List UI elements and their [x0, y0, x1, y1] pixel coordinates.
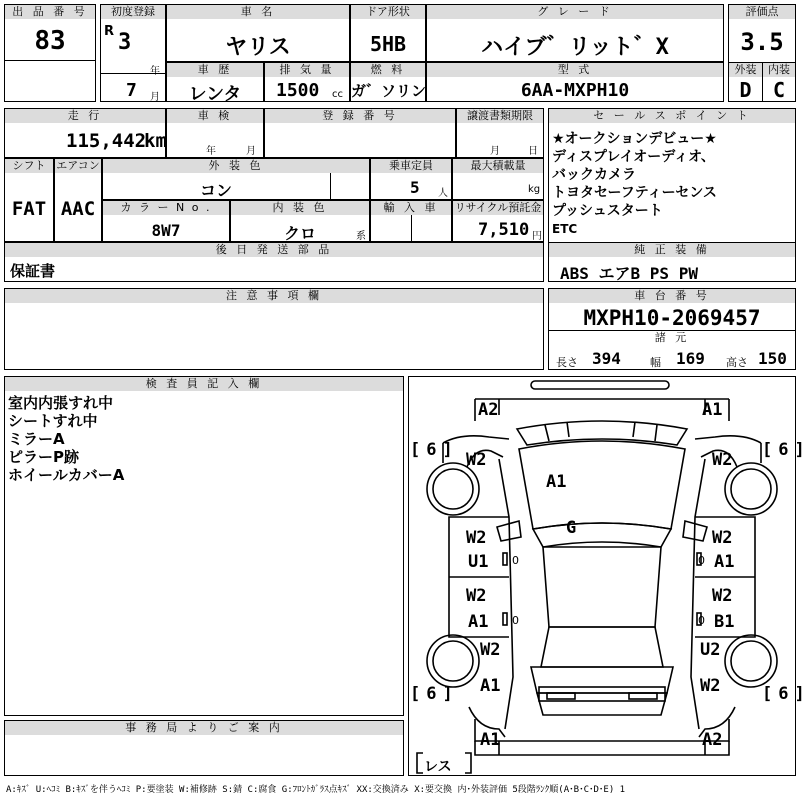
car-outline-icon: [409, 377, 795, 775]
ext-color-label: 外 装 色: [103, 159, 369, 173]
ac: AAC: [60, 198, 96, 220]
damage-fender-fl: W2: [466, 450, 487, 470]
damage-rear-left: A1: [480, 730, 501, 750]
cc-unit: cc: [332, 89, 343, 100]
damage-door-fl: W2: [466, 528, 487, 548]
damage-fender-rr: U2: [700, 640, 721, 660]
chassis-label: 車 台 番 号: [549, 289, 795, 303]
lot-number: 83: [34, 26, 66, 56]
model: 6AA-MXPH10: [520, 80, 630, 101]
door-type: 5HB: [369, 32, 407, 56]
history: レンタ: [188, 84, 242, 105]
regno-label: 登 録 番 号: [265, 109, 455, 123]
tire-depth: 6: [426, 440, 437, 460]
fuel: ガ゛ソリン: [351, 82, 427, 100]
int-label: 内装: [763, 63, 795, 77]
ext-grade: D: [739, 78, 752, 102]
inspector-note: ミラーA: [8, 430, 65, 448]
divider: [100, 73, 166, 74]
damage-door-rr: B1: [714, 612, 735, 632]
car-name: ヤリス: [225, 35, 291, 60]
shift: FAT: [11, 198, 47, 220]
damage-front-right: A1: [702, 400, 723, 420]
handle-mark: 0: [698, 554, 705, 567]
capacity-unit: 人: [438, 188, 448, 199]
fuel-label: 燃 料: [351, 63, 425, 77]
genuine-label: 純 正 装 備: [549, 243, 795, 257]
damage-fender-rl: W2: [480, 640, 501, 660]
transfer-day-unit: 日: [528, 146, 538, 157]
width-label: 幅: [650, 356, 661, 369]
import-label: 輸 入 車: [371, 201, 451, 215]
score: 3.5: [740, 28, 784, 56]
inspector-note: シートすれ中: [8, 412, 98, 430]
year-unit: 年: [150, 66, 160, 77]
displacement-label: 排 気 量: [265, 63, 349, 77]
ext-color: コン: [199, 181, 232, 200]
month-unit: 月: [150, 92, 160, 103]
selling-point: バックカメラ: [552, 167, 636, 183]
inspector-note: ホイールカバーA: [8, 466, 125, 484]
load-unit: kg: [528, 184, 541, 195]
spare-tire: レス: [424, 759, 452, 775]
int-color-unit: 系: [356, 231, 366, 242]
damage-door-rl: A1: [468, 612, 489, 632]
later-parts-label: 後 日 発 送 部 品: [5, 243, 543, 257]
legend: A:ｷｽﾞ U:ﾍｺﾐ B:ｷｽﾞを伴うﾍｺﾐ P:要塗装 W:補修跡 S:錆 C:腐食 G:ﾌﾛﾝﾄｶﾞﾗｽ点ｷｽﾞ XX:交換済み X:要交換 内･外装評価 5段階ﾗﾝｸ順(A･B･C･D･E) 1: [6, 785, 626, 795]
tire-depth: 6: [778, 440, 789, 460]
mileage-label: 走 行: [5, 109, 165, 123]
inspector-notes: [8, 394, 124, 484]
int-color: クロ: [283, 224, 316, 243]
selling-points-label: セ ー ル ス ポ イ ン ト: [549, 109, 795, 123]
height: 150: [758, 349, 787, 368]
inspection-label: 車 検: [167, 109, 263, 123]
tire-fl: [ 6 ]: [410, 440, 453, 460]
int-color-label: 内 装 色: [231, 201, 369, 215]
width: 169: [676, 349, 705, 368]
tire-depth: 6: [778, 684, 789, 704]
divider: [330, 173, 331, 200]
inspector-note: ピラーP跡: [8, 448, 79, 466]
tire-rl: [ 6 ]: [410, 684, 453, 704]
genuine-equipment: ABS エアB PS PW: [560, 264, 698, 283]
score-label: 評価点: [729, 5, 795, 19]
length: 394: [592, 349, 621, 368]
load-label: 最大積載量: [453, 159, 543, 173]
grade-label: グ レ ー ド: [427, 5, 723, 19]
model-label: 型 式: [427, 63, 723, 77]
damage-roof: G: [566, 518, 577, 538]
inspection-year-unit: 年: [206, 146, 216, 157]
car-diagram: [408, 376, 796, 776]
damage-fender-fr: W2: [712, 450, 733, 470]
capacity-label: 乗車定員: [371, 159, 451, 173]
tire-depth: 6: [426, 684, 437, 704]
selling-point: トヨタセーフティーセンス: [552, 185, 717, 201]
damage-door-fl: U1: [468, 552, 489, 572]
shift-label: シフト: [5, 159, 53, 173]
recycle-fee: 7,510: [478, 220, 530, 240]
ext-label: 外装: [729, 63, 762, 77]
selling-points-list: [552, 130, 792, 238]
door-label: ドア形状: [351, 5, 425, 19]
damage-door-fr: W2: [712, 528, 733, 548]
transfer-month-unit: 月: [490, 146, 500, 157]
km-unit: km: [144, 130, 167, 152]
era: R: [104, 24, 115, 39]
length-label: 長さ: [556, 356, 578, 369]
color-no-label: カ ラ ー N o .: [103, 201, 229, 215]
inspection-month-unit: 月: [246, 146, 256, 157]
damage-rear-right: A2: [702, 730, 723, 750]
selling-point: ディスプレイオーディオ、: [552, 149, 715, 165]
chassis-number: MXPH10-2069457: [583, 306, 761, 330]
first-reg-label: 初度登録: [101, 5, 165, 19]
int-grade: C: [772, 78, 786, 102]
history-label: 車 歴: [167, 63, 263, 77]
mileage: 115,442: [66, 130, 147, 152]
damage-front-left: A2: [478, 400, 499, 420]
damage-hood: A1: [546, 472, 567, 492]
grade: ハイブ゛リット゛X: [481, 35, 669, 60]
divider: [4, 60, 96, 61]
recycle-label: リサイクル預託金: [454, 201, 542, 214]
spec-label: 諸 元: [549, 331, 795, 345]
damage-door-fr: A1: [714, 552, 735, 572]
car-name-label: 車 名: [167, 5, 349, 19]
damage-quarter-rl: A1: [480, 676, 501, 696]
ac-label: エアコン: [56, 159, 100, 172]
reg-month: 7: [126, 80, 137, 101]
capacity: 5: [410, 178, 420, 197]
lot-label: 出 品 番 号: [5, 5, 95, 19]
later-parts: 保証書: [10, 262, 56, 280]
tire-rr: [ 6 ]: [762, 684, 805, 704]
handle-mark: 0: [512, 554, 519, 567]
damage-door-rr: W2: [712, 586, 733, 606]
selling-point: ★オークションデビュー★: [552, 131, 717, 147]
inspector-label: 検 査 員 記 入 欄: [5, 377, 403, 391]
handle-mark: 0: [698, 614, 705, 627]
displacement: 1500: [276, 80, 320, 101]
selling-point: ETC: [552, 222, 578, 236]
office-label: 事 務 局 よ り ご 案 内: [5, 721, 403, 735]
color-no: 8W7: [151, 221, 181, 240]
handle-mark: 0: [512, 614, 519, 627]
height-label: 高さ: [726, 356, 748, 369]
reg-year: 3: [118, 30, 132, 55]
transfer-label: 譲渡書類期限: [457, 109, 543, 123]
damage-quarter-rr: W2: [700, 676, 721, 696]
tire-fr: [ 6 ]: [762, 440, 805, 460]
damage-door-rl: W2: [466, 586, 487, 606]
selling-point: プッシュスタート: [552, 203, 663, 219]
caution-label: 注 意 事 項 欄: [5, 289, 543, 303]
inspector-note: 室内内張すれ中: [8, 394, 114, 412]
divider: [411, 215, 412, 242]
recycle-unit: 円: [532, 231, 542, 242]
